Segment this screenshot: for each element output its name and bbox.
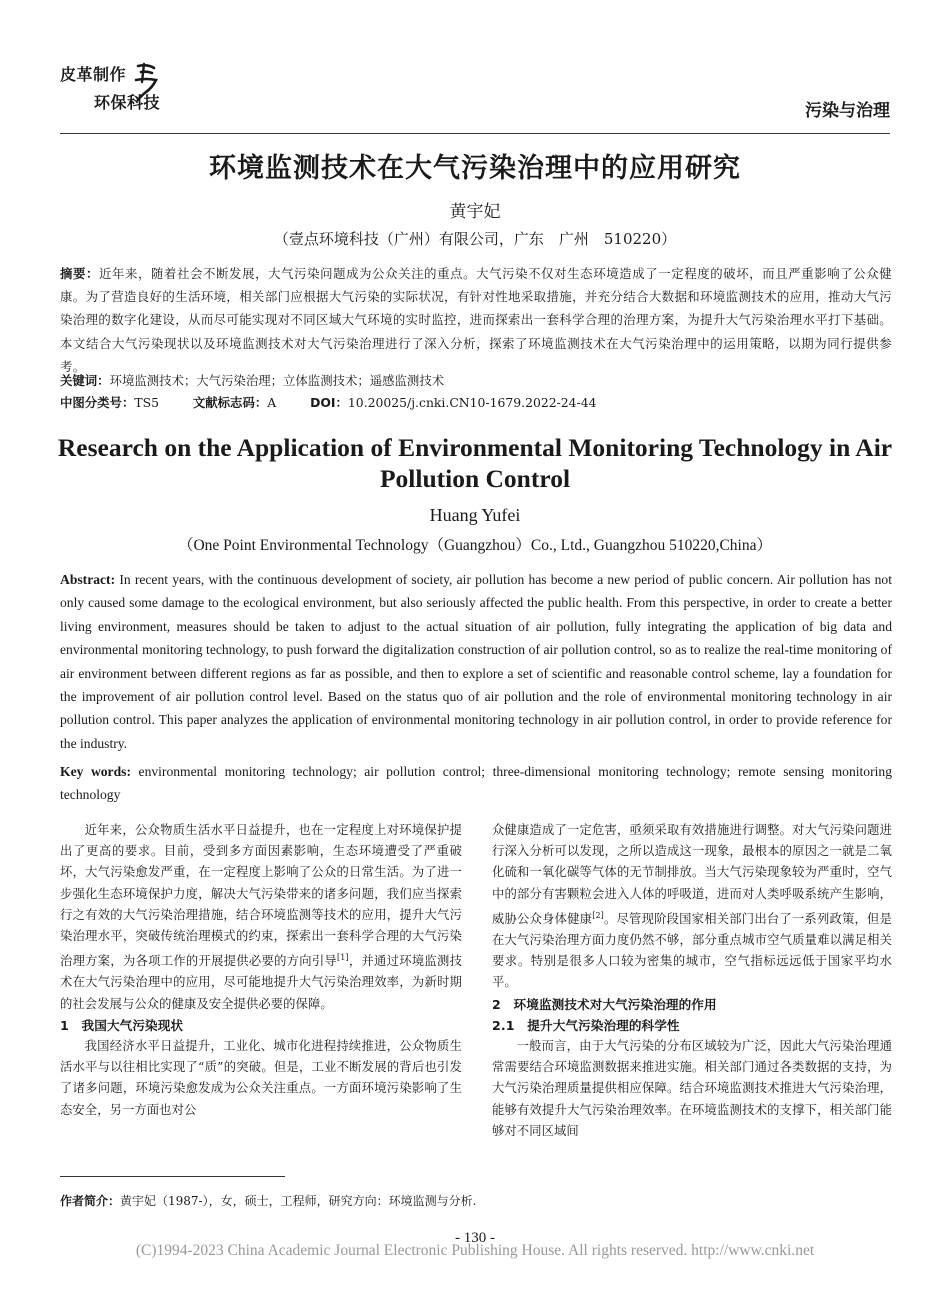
journal-name-line2: 环保科技 <box>94 93 161 112</box>
keywords-cn-text: 环境监测技术；大气污染治理；立体监测技术；遥感监测技术 <box>109 373 445 388</box>
clc-value: TS5 <box>134 395 159 410</box>
citation-ref: [1] <box>337 953 349 963</box>
keywords-cn-label: 关键词： <box>60 373 110 388</box>
doi-value: 10.20025/j.cnki.CN10-1679.2022-24-44 <box>347 395 597 410</box>
section-heading: 1 我国大气污染现状 <box>60 1017 184 1033</box>
keywords-en-text: environmental monitoring technology; air pollution control; three-dimensional monitoring technology; remote sensing monitoring technology <box>60 764 892 803</box>
abstract-cn-label: 摘要： <box>60 266 100 281</box>
body-paragraph: 众健康造成了一定危害，亟须采取有效措施进行调整。对大气污染问题进行深入分析可以发现，之所以造成这一现象，最根本的原因之一就是二氧化硫和一氧化碳等气体的无节制排放。当大气污染现象较为严重时，空气中的部分有害颗粒会进入人体的呼吸道，进而对人类呼吸系统产生影响，威胁公众身体健康[2]。尽管现阶段国家相关部门出台了一系列政策，但是在大气污染治理方面力度仍然不够，部分重点城市空气质量难以满足相关要求。特别是很多人口较为密集的城市，空气指标远远低于国家平均水平。 <box>492 823 892 990</box>
body-paragraph: 近年来，公众物质生活水平日益提升，也在一定程度上对环境保护提出了更高的要求。目前，受到多方面因素影响，生态环境遭受了严重破坏，大气污染愈发严重，在一定程度上影响了公众的日常生活。为了进一步强化生态环境保护力度，解决大气污染带来的诸多问题，我们应当探索行之有效的大气污染治理措施，结合环境监测等技术的应用，提升大气污染治理水平，突破传统治理模式的约束，探索出一套科学合理的大气污染治理方案，为各项工作的开展提供必要的方向引导[1]，并通过环境监测技术在大气污染治理中的应用，尽可能地提升大气污染治理效率，为新时期的社会发展与公众的健康及安全提供必要的保障。 <box>60 823 462 1011</box>
clc-label: 中图分类号： <box>60 395 135 410</box>
abstract-en-label: Abstract: <box>60 572 116 587</box>
journal-name-line1: 皮革制作 <box>60 65 127 84</box>
footnote-text: 黄宇妃（1987-），女，硕士，工程师，研究方向：环境监测与分析. <box>120 1194 477 1208</box>
doi-label: DOI： <box>310 395 348 410</box>
affiliation-en: （One Point Environmental Technology（Guangzhou）Co., Ltd., Guangzhou 510220,China） <box>177 537 772 554</box>
footnote-rule <box>60 1176 285 1177</box>
journal-logo <box>60 62 190 118</box>
doc-code-value: A <box>267 395 277 410</box>
abstract-en <box>60 568 892 755</box>
affiliation-cn: （壹点环境科技（广州）有限公司，广东 广州 510220） <box>273 230 677 248</box>
paper-title-en: Research on the Application of Environmental Monitoring Technology in Air Pollution Control <box>57 433 893 493</box>
footnote-label: 作者简介： <box>60 1194 121 1208</box>
citation-ref: [2] <box>592 910 604 920</box>
header-rule <box>60 133 890 134</box>
subsection-heading: 2.1 提升大气污染治理的科学性 <box>492 1017 680 1033</box>
doc-code-label: 文献标志码： <box>192 395 268 410</box>
classification-line <box>60 394 890 412</box>
page-number: - 130 - <box>455 1230 495 1246</box>
body-column-right <box>492 820 892 1142</box>
copyright-watermark: (C)1994-2023 China Academic Journal Electronic Publishing House. All rights reserved. http://www.cnki.net <box>135 1242 815 1259</box>
author-en: Huang Yufei <box>429 505 521 525</box>
keywords-en-label: Key words: <box>60 764 131 779</box>
keywords-en <box>60 760 892 807</box>
paper-title-cn: 环境监测技术在大气污染治理中的应用研究 <box>209 153 741 184</box>
body-paragraph: 我国经济水平日益提升，工业化、城市化进程持续推进，公众物质生活水平与以往相比实现了“质”的突破。但是，工业不断发展的背后也引发了诸多问题，环境污染愈发成为公众关注重点。一方面环境污染影响了生态安全，另一方面也对公 <box>60 1039 462 1117</box>
section-heading: 2 环境监测技术对大气污染治理的作用 <box>492 996 717 1012</box>
section-tag: 污染与治理 <box>805 101 890 121</box>
abstract-cn-text: 近年来，随着社会不断发展，大气污染问题成为公众关注的重点。大气污染不仅对生态环境造成了一定程度的破坏，而且严重影响了公众健康。为了营造良好的生活环境，相关部门应根据大气污染的实际状况，有针对性地采取措施，并充分结合大数据和环境监测技术的应用，推动大气污染治理的数字化建设，从而尽可能实现对不同区域大气环境的实时监控，进而探索出一套科学合理的治理方案，为提升大气污染治理水平打下基础。本文结合大气污染现状以及环境监测技术对大气污染治理进行了深入分析，探索了环境监测技术在大气污染治理中的运用策略，以期为同行提供参考。 <box>60 266 892 374</box>
author-cn: 黄宇妃 <box>449 202 501 222</box>
abstract-en-text: In recent years, with the continuous development of society, air pollution has become a new period of public concern. Air pollution has not only caused some damage to the ecological environment, but also seriously affected the public health. From this perspective, in order to create a better living environment, measures should be taken to adjust to the actual situation of air pollution, fully integrating the application of big data and environmental monitoring technology, to push forward the digitalization construction of air pollution control, so as to realize the real-time monitoring of air environment between different regions as far as possible, and then to explore a set of scientific and reasonable control scheme, lay a foundation for the improvement of air pollution control level. Based on the status quo of air pollution and the role of environmental monitoring technology in air pollution control. This paper analyzes the application of environmental monitoring technology in air pollution control, in order to provide reference for the industry. <box>60 572 892 751</box>
keywords-cn <box>60 372 890 390</box>
body-paragraph: 一般而言，由于大气污染的分布区域较为广泛，因此大气污染治理通常需要结合环境监测数据来推进实施。相关部门通过各类数据的支持，为大气污染治理质量提供相应保障。结合环境监测技术推进大气污染治理，能够有效提升大气污染治理效率。在环境监测技术的支撑下，相关部门能够对不同区域间 <box>492 1039 892 1138</box>
author-footnote <box>60 1192 890 1209</box>
abstract-cn <box>60 262 892 378</box>
body-column-left <box>60 820 462 1121</box>
